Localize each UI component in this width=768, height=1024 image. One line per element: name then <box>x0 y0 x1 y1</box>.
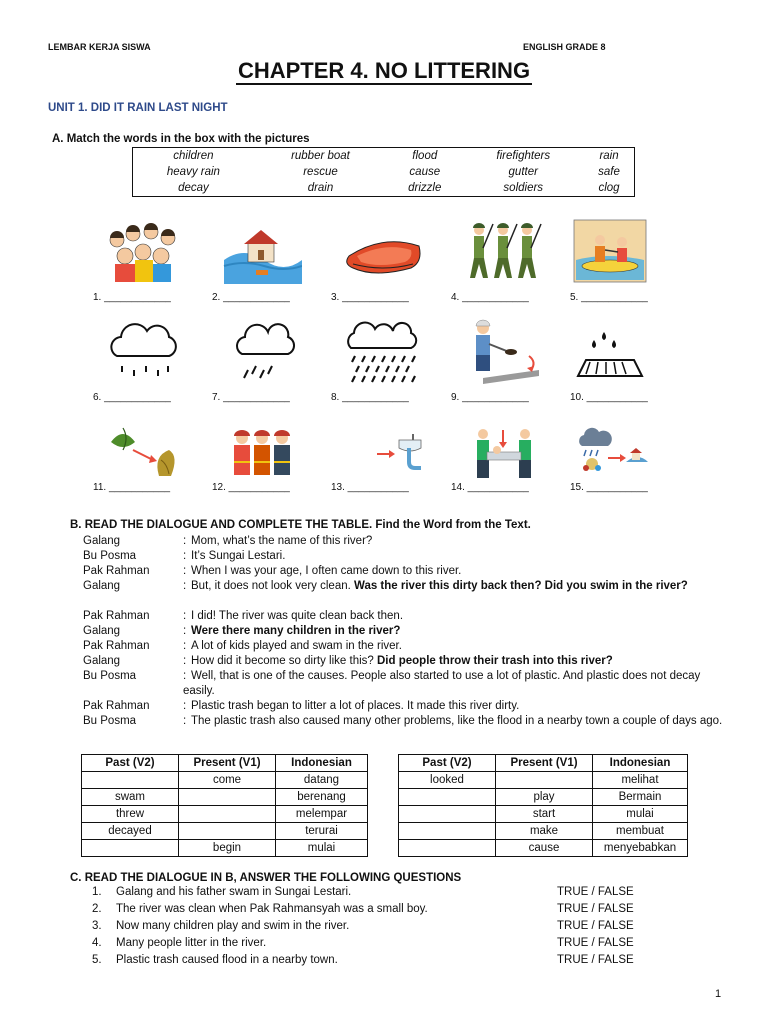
table-row <box>399 772 688 789</box>
rescue-picture <box>570 218 650 286</box>
dialogue-speaker: Bu Posma <box>83 550 137 562</box>
word-cell: cause <box>409 166 441 178</box>
dialogue-line: : How did it become so dirty like this? Did people throw their trash into this river? <box>183 655 613 667</box>
table-cell: melempar <box>276 806 368 823</box>
table-row <box>82 806 368 823</box>
dialogue-text: Plastic trash began to litter a lot of places. It made this river dirty. <box>191 700 520 712</box>
table-cell: cause <box>496 840 593 857</box>
word-cell: decay <box>178 182 209 194</box>
drain-picture <box>570 318 650 386</box>
table-cell: Bermain <box>593 789 688 806</box>
answer-blank[interactable]: 10. ___________ <box>570 392 648 403</box>
word-cell: clog <box>598 182 620 194</box>
dialogue-speaker: Galang <box>83 625 121 637</box>
page-number: 1 <box>715 988 722 1000</box>
table-cell: swam <box>82 789 179 806</box>
unit-title: UNIT 1. DID IT RAIN LAST NIGHT <box>48 102 228 114</box>
table-cell: datang <box>276 772 368 789</box>
true-false-option[interactable]: TRUE / FALSE <box>557 886 634 898</box>
dialogue-text: When I was your age, I often came down to this river. <box>191 565 462 577</box>
verb-table-left <box>81 754 368 857</box>
answer-blank[interactable]: 6. ____________ <box>93 392 171 403</box>
dialogue-line: : Were there many children in the river? <box>183 625 401 637</box>
table-header: Past (V2) <box>82 755 179 772</box>
drizzle-picture <box>222 318 302 386</box>
table-cell: terurai <box>276 823 368 840</box>
dialogue-line: : Well, that is one of the causes. People also started to use a lot of plastic. And plastic does not decay easily. <box>183 670 701 697</box>
answer-cell[interactable] <box>179 806 276 823</box>
word-cell: children <box>173 150 214 162</box>
dialogue <box>83 534 733 744</box>
answer-blank[interactable]: 5. ____________ <box>570 292 648 303</box>
answer-cell[interactable] <box>496 772 593 789</box>
dialogue-line: : Plastic trash began to litter a lot of places. It made this river dirty. <box>183 700 520 712</box>
word-cell: soldiers <box>503 182 544 194</box>
dialogue-text: Did people throw their trash into this river? <box>377 655 613 667</box>
gutter-worker-picture <box>463 318 543 386</box>
dialogue-text: I did! The river was quite clean back then. <box>191 610 404 622</box>
answer-blank[interactable]: 12. ___________ <box>212 482 290 493</box>
question-item <box>92 954 338 966</box>
word-cell: rubber boat <box>291 150 350 162</box>
table-row <box>82 840 368 857</box>
answer-blank[interactable]: 1. ____________ <box>93 292 171 303</box>
word-cell: drain <box>307 182 334 194</box>
question-number: 2. <box>92 903 102 915</box>
table-cell: come <box>179 772 276 789</box>
table-row <box>82 789 368 806</box>
word-cell: safe <box>598 166 620 178</box>
safe-picture <box>463 420 543 488</box>
question-text: The river was clean when Pak Rahmansyah was a small boy. <box>116 903 428 915</box>
answer-cell[interactable] <box>399 823 496 840</box>
dialogue-speaker: Bu Posma <box>83 670 137 682</box>
table-cell: play <box>496 789 593 806</box>
table-header: Present (V1) <box>496 755 593 772</box>
word-cell: rescue <box>303 166 338 178</box>
question-text: Plastic trash caused flood in a nearby town. <box>116 954 338 966</box>
question-text: Many people litter in the river. <box>116 937 267 949</box>
dialogue-speaker: Galang <box>83 535 121 547</box>
table-cell: begin <box>179 840 276 857</box>
true-false-option[interactable]: TRUE / FALSE <box>557 954 634 966</box>
dialogue-line: : I did! The river was quite clean back then. <box>183 610 404 622</box>
question-number: 1. <box>92 886 102 898</box>
answer-blank[interactable]: 7. ____________ <box>212 392 290 403</box>
answer-blank[interactable]: 9. ____________ <box>451 392 529 403</box>
table-row <box>82 772 368 789</box>
header-right: ENGLISH GRADE 8 <box>523 42 606 52</box>
dialogue-speaker: Pak Rahman <box>83 640 150 652</box>
true-false-option[interactable]: TRUE / FALSE <box>557 920 634 932</box>
dialogue-text: How did it become so dirty like this? <box>191 655 377 667</box>
section-b-heading: B. READ THE DIALOGUE AND COMPLETE THE TABLE. Find the Word from the Text. <box>70 519 531 531</box>
dialogue-speaker: Pak Rahman <box>83 565 150 577</box>
verb-table-right <box>398 754 688 857</box>
section-c-heading: C. READ THE DIALOGUE IN B, ANSWER THE FOLLOWING QUESTIONS <box>70 872 462 884</box>
question-text: Galang and his father swam in Sungai Lestari. <box>116 886 352 898</box>
word-cell: rain <box>599 150 619 162</box>
cause-picture <box>570 420 650 488</box>
answer-blank[interactable]: 2. ____________ <box>212 292 290 303</box>
question-number: 5. <box>92 954 102 966</box>
table-cell: melihat <box>593 772 688 789</box>
word-cell: gutter <box>508 166 538 178</box>
answer-cell[interactable] <box>179 789 276 806</box>
dialogue-speaker: Galang <box>83 655 121 667</box>
answer-cell[interactable] <box>82 840 179 857</box>
table-header: Indonesian <box>276 755 368 772</box>
answer-blank[interactable]: 4. ____________ <box>451 292 529 303</box>
table-row <box>399 789 688 806</box>
dialogue-text: The plastic trash also caused many other problems, like the flood in a nearby town a couple of days ago. <box>191 715 723 727</box>
soldiers-picture <box>463 218 543 286</box>
word-cell: flood <box>412 150 438 162</box>
answer-blank[interactable]: 14. ___________ <box>451 482 529 493</box>
word-cell: drizzle <box>408 182 442 194</box>
dialogue-speaker: Bu Posma <box>83 715 137 727</box>
rain-picture <box>103 318 183 386</box>
dialogue-speaker: Galang <box>83 580 121 592</box>
section-a-heading: A. Match the words in the box with the pictures <box>52 133 310 145</box>
table-cell: membuat <box>593 823 688 840</box>
table-header: Present (V1) <box>179 755 276 772</box>
word-cell: heavy rain <box>166 166 220 178</box>
dialogue-text: But, it does not look very clean. <box>191 580 355 592</box>
dialogue-text: Well, that is one of the causes. People also started to use a lot of plastic. And plastic does not decay easily. <box>183 670 701 697</box>
answer-blank[interactable]: 11. ___________ <box>93 482 171 493</box>
table-row <box>399 823 688 840</box>
table-cell: mulai <box>593 806 688 823</box>
answer-cell[interactable] <box>399 789 496 806</box>
table-header: Past (V2) <box>399 755 496 772</box>
answer-blank[interactable]: 15. ___________ <box>570 482 648 493</box>
dialogue-line: : The plastic trash also caused many other problems, like the flood in a nearby town a couple of days ago. <box>183 715 723 727</box>
answer-cell[interactable] <box>82 772 179 789</box>
dialogue-speaker: Pak Rahman <box>83 700 150 712</box>
question-item <box>92 920 349 932</box>
dialogue-text: Were there many children in the river? <box>191 625 401 637</box>
children-picture <box>103 218 183 286</box>
question-item <box>92 937 266 949</box>
dialogue-line: : But, it does not look very clean. Was the river this dirty back then? Did you swim in the river? <box>183 580 688 592</box>
table-row <box>82 823 368 840</box>
header-left: LEMBAR KERJA SISWA <box>48 42 151 52</box>
answer-cell[interactable] <box>399 840 496 857</box>
question-item <box>92 886 351 898</box>
dialogue-text: A lot of kids played and swam in the river. <box>191 640 402 652</box>
table-cell: berenang <box>276 789 368 806</box>
dialogue-text: Was the river this dirty back then? Did you swim in the river? <box>354 580 688 592</box>
table-row <box>399 806 688 823</box>
word-cell: firefighters <box>496 150 551 162</box>
table-cell: mulai <box>276 840 368 857</box>
table-cell: menyebabkan <box>593 840 688 857</box>
true-false-option[interactable]: TRUE / FALSE <box>557 903 634 915</box>
clog-sink-picture <box>343 420 423 488</box>
table-row <box>399 840 688 857</box>
question-text: Now many children play and swim in the river. <box>116 920 350 932</box>
heavy-rain-picture <box>343 318 423 386</box>
dialogue-speaker: Pak Rahman <box>83 610 150 622</box>
answer-blank[interactable]: 13. ___________ <box>331 482 409 493</box>
answer-blank[interactable]: 3. ____________ <box>331 292 409 303</box>
dialogue-line: : A lot of kids played and swam in the river. <box>183 640 402 652</box>
decay-picture <box>103 420 183 488</box>
question-item <box>92 903 428 915</box>
dialogue-text: Mom, what’s the name of this river? <box>191 535 373 547</box>
dialogue-text: It’s Sungai Lestari. <box>191 550 286 562</box>
dialogue-line: : When I was your age, I often came down to this river. <box>183 565 462 577</box>
dialogue-line: : Mom, what’s the name of this river? <box>183 535 373 547</box>
dialogue-line: : It’s Sungai Lestari. <box>183 550 286 562</box>
question-number: 3. <box>92 920 102 932</box>
answer-blank[interactable]: 8. ____________ <box>331 392 409 403</box>
answer-cell[interactable] <box>179 823 276 840</box>
firefighters-picture <box>222 420 302 488</box>
rubber-boat-picture <box>343 218 423 286</box>
word-box <box>132 147 635 197</box>
flood-picture <box>222 218 302 286</box>
page-title: CHAPTER 4. NO LITTERING <box>237 58 531 83</box>
question-number: 4. <box>92 937 102 949</box>
table-cell: looked <box>399 772 496 789</box>
true-false-option[interactable]: TRUE / FALSE <box>557 937 634 949</box>
table-cell: decayed <box>82 823 179 840</box>
table-cell: threw <box>82 806 179 823</box>
answer-cell[interactable] <box>399 806 496 823</box>
table-cell: make <box>496 823 593 840</box>
table-cell: start <box>496 806 593 823</box>
table-header: Indonesian <box>593 755 688 772</box>
